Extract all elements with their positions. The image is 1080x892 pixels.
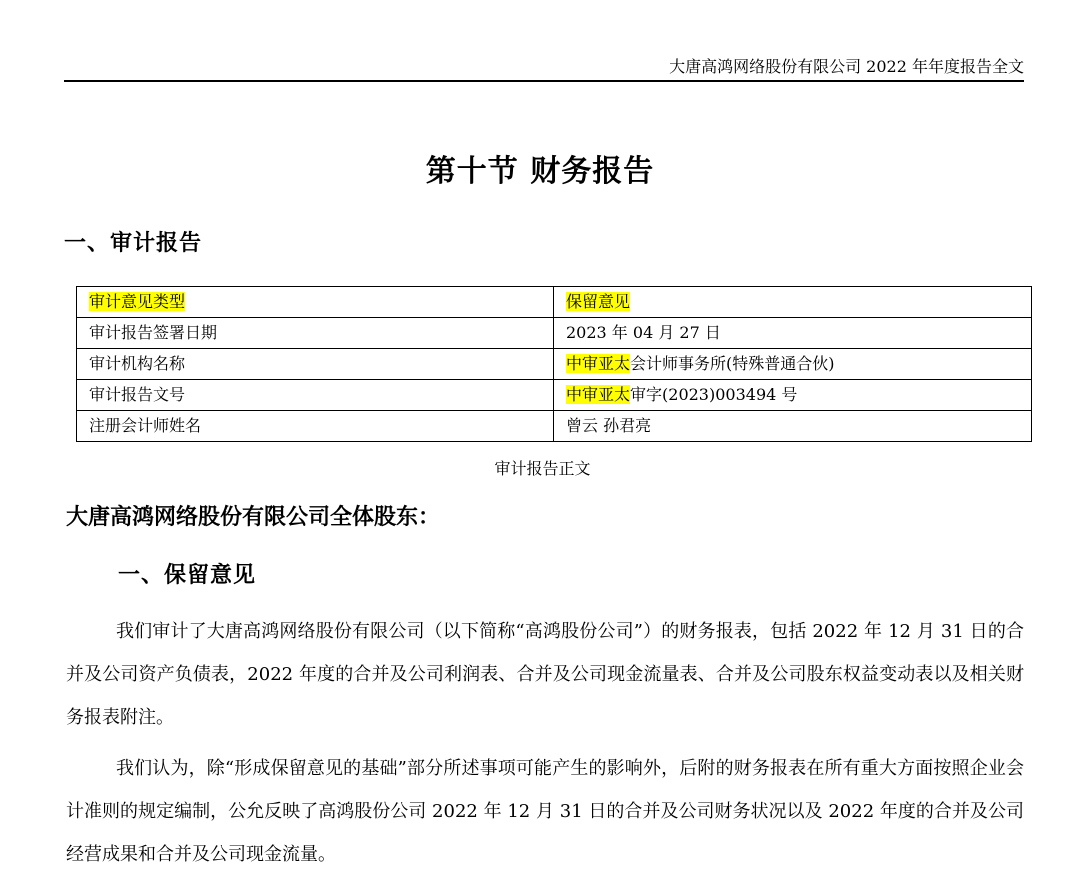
- label-text: 审计报告文号: [89, 385, 186, 404]
- running-header: 大唐高鸿网络股份有限公司 2022 年年度报告全文: [64, 56, 1024, 82]
- highlighted-value: 中审亚太: [566, 354, 631, 373]
- value-text: 2023 年 04 月 27 日: [566, 323, 721, 342]
- table-row: [77, 349, 1032, 380]
- highlighted-label: 审计意见类型: [89, 292, 186, 311]
- table-caption: 审计报告正文: [494, 459, 591, 478]
- table-cell-value: [554, 380, 1032, 411]
- table-row: [77, 380, 1032, 411]
- audit-info-table: [76, 286, 1032, 442]
- paragraph: 我们审计了大唐高鸿网络股份有限公司（以下简称“高鸿股份公司”）的财务报表，包括 2022 年 12 月 31 日的合并及公司资产负债表，2022 年度的合并及公司利润表、合并及公司现金流量表、合并及公司股东权益变动表以及相关财务报表附注。: [66, 621, 1024, 728]
- table-cell-label: [77, 318, 554, 349]
- highlighted-value: 中审亚太: [566, 385, 631, 404]
- table-cell-value: [554, 318, 1032, 349]
- table-cell-label: [77, 349, 554, 380]
- label-text: 审计机构名称: [89, 354, 186, 373]
- highlighted-value: 保留意见: [566, 292, 631, 311]
- value-text: 会计师事务所(特殊普通合伙): [630, 354, 835, 373]
- label-text: 注册会计师姓名: [89, 416, 202, 435]
- value-text: 曾云 孙君亮: [566, 416, 652, 435]
- heading-audit-report: 一、审计报告: [64, 230, 203, 256]
- table-cell-value: [554, 349, 1032, 380]
- table-cell-value: [554, 287, 1032, 318]
- paragraph: 我们认为，除“形成保留意见的基础”部分所述事项可能产生的影响外，后附的财务报表在所有重大方面按照企业会计准则的规定编制，公允反映了高鸿股份公司 2022 年 12 月 31 日的合并及公司财务状况以及 2022 年度的合并及公司经营成果和合并及公司现金流量。: [66, 758, 1024, 865]
- table-cell-label: [77, 287, 554, 318]
- value-text: 审字(2023)003494 号: [630, 385, 798, 404]
- table-cell-value: [554, 411, 1032, 442]
- addressee: 大唐高鸿网络股份有限公司全体股东：: [66, 504, 441, 530]
- table-cell-label: [77, 380, 554, 411]
- section-title: 第十节 财务报告: [425, 154, 655, 189]
- table-row: [77, 411, 1032, 442]
- heading-qualified-opinion: 一、保留意见: [118, 562, 257, 588]
- table-cell-label: [77, 411, 554, 442]
- label-text: 审计报告签署日期: [89, 323, 218, 342]
- table-row: [77, 287, 1032, 318]
- table-row: [77, 318, 1032, 349]
